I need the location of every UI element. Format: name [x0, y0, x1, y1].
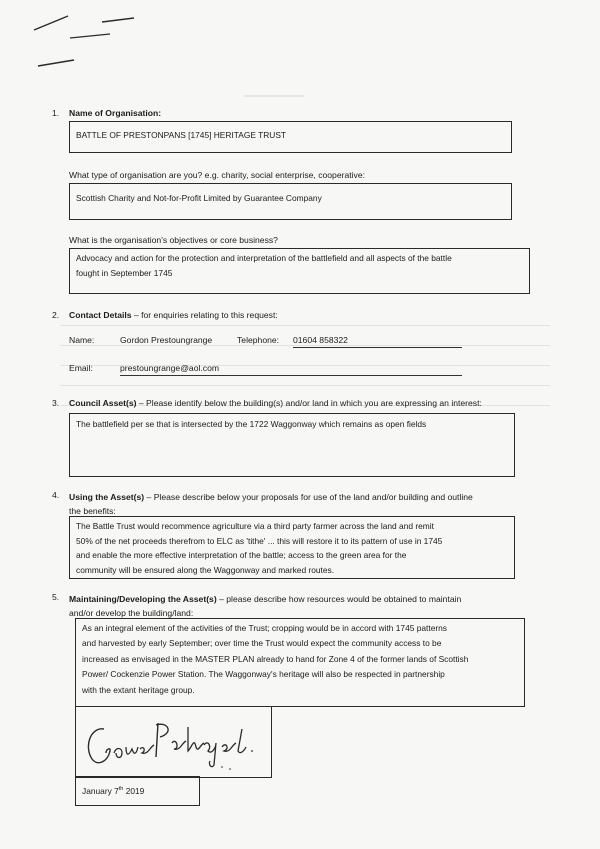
section-4-number: 4. [52, 490, 60, 500]
asset-use-line: 50% of the net proceeds therefrom to ELC as 'tithe' ... this will restore it to its pattern of use in 1745 [76, 535, 443, 546]
section-5-heading-row [69, 592, 461, 620]
section-2-number: 2. [52, 310, 60, 320]
bleedthrough-line [60, 385, 550, 386]
bleedthrough-line [60, 325, 550, 326]
asset-maintain-box[interactable] [75, 618, 525, 707]
bleedthrough-logo [244, 95, 304, 111]
section-1-number: 1. [52, 108, 60, 118]
objectives-line: fought in September 1745 [76, 268, 173, 278]
asset-use-line: and enable the more effective interpretation of the battle; access to the green area for the [76, 550, 407, 560]
asset-maintain-line: and harvested by early September; over time the Trust would expect the community access to be [82, 638, 442, 649]
email-value[interactable]: prestoungrange@aol.com [120, 363, 220, 373]
asset-maintain-line: As an integral element of the activities of the Trust; cropping would be in accord with 1745 patterns [82, 623, 447, 633]
section-4-heading-suffix: – Please describe below your proposals for use of the land and/or building and outline [144, 492, 473, 502]
handwritten-signature [76, 707, 271, 777]
contact-name-value[interactable]: Gordon Prestoungrange [120, 335, 213, 345]
section-3-number: 3. [52, 398, 60, 408]
org-name-value: BATTLE OF PRESTONPANS [1745] HERITAGE TRUST [76, 130, 287, 140]
contact-name-label: Name: [69, 335, 95, 345]
section-4-heading: Using the Asset(s) [69, 492, 145, 502]
objectives-line: Advocacy and action for the protection and interpretation of the battlefield and all aspects of the battle [76, 253, 452, 263]
org-name-box[interactable] [69, 121, 512, 153]
section-3-heading-suffix: – Please identify below the building(s) and/or land in which you are expressing an interest: [136, 398, 482, 408]
section-1-heading: Name of Organisation: [69, 108, 162, 118]
section-5-heading-suffix: – please describe how resources would be obtained to maintain [216, 594, 462, 604]
asset-use-line: The Battle Trust would recommence agriculture via a third party farmer across the land and remit [76, 521, 434, 531]
date-prefix: January 7 [82, 785, 119, 796]
date-year: 2019 [123, 785, 145, 796]
signature-date [76, 777, 199, 803]
asset-maintain-line: Power/ Cockenzie Power Station. The Waggonway's heritage will also be respected in partnership [82, 669, 445, 680]
section-5-heading: Maintaining/Developing the Asset(s) [69, 594, 217, 604]
telephone-value[interactable]: 01604 858322 [293, 335, 348, 345]
section-4-heading-row [69, 490, 473, 518]
section-5-number: 5. [52, 592, 60, 602]
org-type-value: Scottish Charity and Not-for-Profit Limited by Guarantee Company [76, 193, 322, 203]
council-asset-box[interactable] [69, 413, 515, 477]
asset-maintain-line: with the extant heritage group. [82, 684, 195, 695]
asset-use-box[interactable] [69, 516, 515, 579]
bleedthrough-line [60, 345, 550, 346]
section-2-heading-row [69, 310, 278, 320]
date-box[interactable] [75, 776, 200, 806]
objectives-box[interactable] [69, 248, 530, 294]
section-3-heading-row [69, 398, 482, 408]
objectives-question: What is the organisation's objectives or core business? [69, 235, 278, 245]
org-type-box[interactable] [69, 183, 512, 220]
section-2-heading: Contact Details [69, 310, 132, 320]
pen-marks [30, 8, 140, 70]
telephone-label: Telephone: [237, 335, 280, 345]
asset-use-line: community will be ensured along the Waggonway and marked routes. [76, 564, 335, 575]
council-asset-value: The battlefield per se that is intersected by the 1722 Waggonway which remains as open fields [76, 419, 427, 429]
email-underline [120, 375, 462, 376]
date-ordinal: th [118, 786, 124, 792]
section-5-heading-line2: and/or develop the building/land: [69, 608, 194, 618]
section-3-heading: Council Asset(s) [69, 398, 137, 408]
section-2-heading-suffix: – for enquiries relating to this request: [131, 310, 278, 320]
asset-maintain-line: increased as envisaged in the MASTER PLAN already to hand for Zone 4 of the former lands of Scottish [82, 653, 469, 664]
section-4-heading-line2: the benefits: [69, 506, 116, 516]
org-type-question: What type of organisation are you? e.g. charity, social enterprise, cooperative: [69, 170, 366, 180]
signature-box[interactable] [75, 706, 272, 778]
email-label: Email: [69, 363, 93, 373]
telephone-underline [293, 347, 462, 348]
